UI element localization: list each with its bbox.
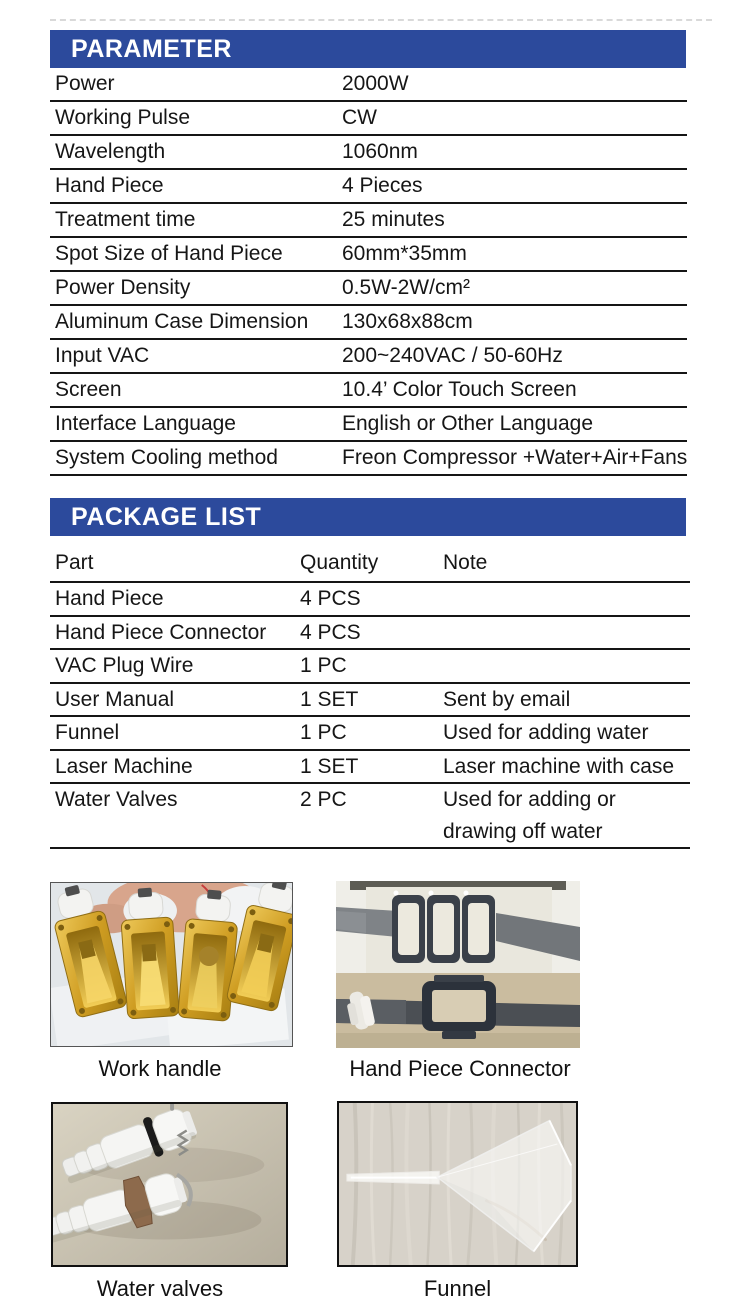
package-part: Funnel [55,721,120,744]
package-table-header-row [50,536,690,583]
package-quantity: 1 PC [300,721,347,744]
top-divider [50,19,712,21]
parameter-value: 200~240VAC / 50-60Hz [342,344,563,367]
parameter-value: 0.5W-2W/cm² [342,276,470,299]
water-valves-photo [51,1102,288,1267]
package-part: Laser Machine [55,754,193,778]
parameter-row [50,204,687,238]
parameter-label: Wavelength [55,140,166,163]
funnel-photo [337,1101,578,1267]
parameter-label: Input VAC [55,344,150,367]
parameter-row [50,272,687,306]
package-note: Laser machine with case [443,754,675,778]
package-part: VAC Plug Wire [55,654,194,677]
parameter-value: 25 minutes [342,208,445,231]
parameter-label: Power [55,72,115,95]
parameter-row [50,340,687,374]
parameter-section-title: PARAMETER [71,34,232,63]
water-valves-illustration [53,1104,286,1265]
parameter-row [50,136,687,170]
package-quantity: 1 PC [300,654,347,677]
work-handle-illustration [51,883,292,1046]
parameter-value: Freon Compressor +Water+Air+Fans [342,446,688,469]
parameter-label: Working Pulse [55,106,191,129]
parameter-row [50,68,687,102]
work-handle-photo [50,882,293,1047]
package-section-title: PACKAGE LIST [71,502,262,531]
package-header-quantity: Quantity [300,551,379,574]
parameter-label: Aluminum Case Dimension [55,310,309,333]
package-quantity: 1 SET [300,687,359,711]
parameter-label: Treatment time [55,208,196,231]
connector-frames [392,891,495,964]
package-part: Hand Piece [55,587,164,610]
hand-piece-connector-illustration [336,881,580,1048]
parameter-value: 2000W [342,72,409,95]
parameter-label: Screen [55,378,122,401]
funnel-illustration [339,1103,576,1265]
package-row [50,684,690,718]
package-quantity: 2 PC [300,788,347,811]
parameter-table [50,68,687,476]
package-header-part: Part [55,551,94,574]
package-quantity: 4 PCS [300,587,361,610]
parameter-value: 60mm*35mm [342,242,467,265]
parameter-section-header [50,30,686,68]
package-row [50,717,690,751]
package-section-header [50,498,686,536]
water-valves-caption: Water valves [96,1276,224,1301]
package-quantity: 1 SET [300,754,359,778]
package-part: Water Valves [55,788,178,811]
parameter-row [50,102,687,136]
parameter-label: Hand Piece [55,174,164,197]
package-note: Sent by email [443,687,571,711]
parameter-label: Spot Size of Hand Piece [55,242,283,265]
parameter-row [50,306,687,340]
package-table [50,536,690,849]
parameter-row [50,238,687,272]
package-row [50,751,690,785]
parameter-row [50,374,687,408]
parameter-row [50,408,687,442]
parameter-value: 130x68x88cm [342,310,473,333]
package-part: User Manual [55,687,175,711]
parameter-value: CW [342,106,377,129]
package-row [50,617,690,651]
parameter-value: 1060nm [342,140,418,163]
hand-piece-connector-photo [336,881,580,1048]
package-row [50,583,690,617]
parameter-label: System Cooling method [55,446,278,469]
package-part: Hand Piece Connector [55,620,267,644]
parameter-row [50,170,687,204]
package-table-body [50,583,690,849]
package-row [50,784,690,849]
package-header-note: Note [443,551,488,574]
parameter-label: Interface Language [55,412,236,435]
package-note: Used for adding water [443,721,649,744]
parameter-label: Power Density [55,276,191,299]
hand-piece-connector-caption: Hand Piece Connector [349,1056,571,1081]
parameter-value: 4 Pieces [342,174,423,197]
package-quantity: 4 PCS [300,620,361,644]
funnel-caption: Funnel [423,1276,492,1301]
parameter-row [50,442,687,476]
parameter-value: 10.4’ Color Touch Screen [342,378,577,401]
package-row [50,650,690,684]
parameter-value: English or Other Language [342,412,594,435]
work-handle-caption: Work handle [98,1056,222,1081]
package-note: Used for adding or drawing off water [443,788,616,843]
